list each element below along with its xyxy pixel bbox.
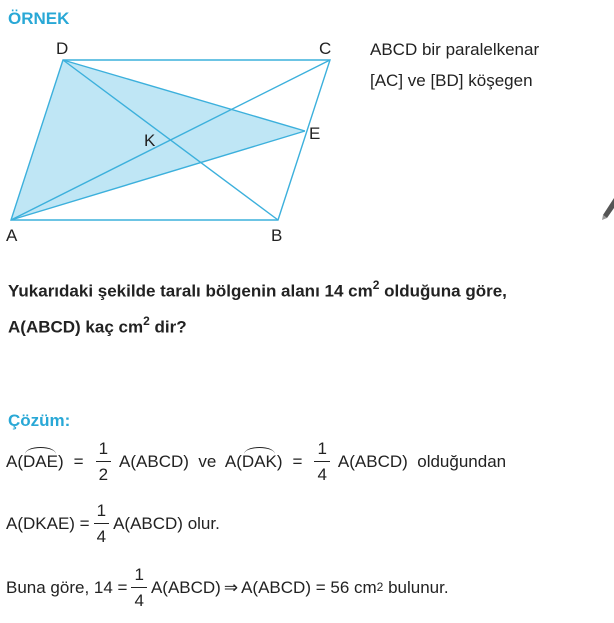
row1-d: A(ABCD) olduğundan xyxy=(337,451,507,471)
fraction-one-half xyxy=(96,440,111,483)
arc-dae: DAE xyxy=(23,451,58,471)
solution-row-3 xyxy=(6,566,449,609)
fraction-numerator: 1 xyxy=(98,439,109,458)
label-d: D xyxy=(56,39,69,58)
row3-a: Buna göre, 14 = xyxy=(6,577,128,597)
example-heading: ÖRNEK xyxy=(8,9,70,28)
row1-a2: ) xyxy=(57,451,64,471)
row1-b: A(ABCD) ve A( xyxy=(119,451,242,471)
fraction-numerator: 1 xyxy=(317,439,327,458)
label-e: E xyxy=(309,124,321,143)
fraction-denominator: 4 xyxy=(94,523,109,545)
row3-exponent: 2 xyxy=(376,579,384,594)
implies-arrow: ⇒ xyxy=(223,577,239,597)
row2-a: A(DKAE) = xyxy=(6,513,90,533)
label-b: B xyxy=(271,226,283,245)
row3-c: A(ABCD) = 56 cm xyxy=(241,577,377,597)
solution-row-2 xyxy=(6,502,220,545)
description-line-2: [AC] ve [BD] köşegen xyxy=(370,71,533,90)
label-a: A xyxy=(6,226,18,245)
question-text-2b: dir? xyxy=(149,317,187,337)
question-line-1 xyxy=(8,279,507,302)
row2-b: A(ABCD) olur. xyxy=(113,513,220,533)
fraction-numerator: 1 xyxy=(96,501,107,520)
question-text-1b: olduğuna göre, xyxy=(379,281,507,301)
row1-a1: A( xyxy=(6,451,23,471)
row1-eq2: = xyxy=(292,451,303,471)
question-text-1a: Yukarıdaki şekilde taralı bölgenin alanı 14 cm xyxy=(8,281,373,301)
fraction-one-quarter xyxy=(94,502,109,545)
fraction-one-quarter xyxy=(314,440,329,483)
question-line-2 xyxy=(8,315,187,338)
question-text-2a: A(ABCD) kaç cm xyxy=(8,317,144,337)
arc-dak: DAK xyxy=(241,451,277,471)
fraction-denominator: 4 xyxy=(314,461,329,483)
label-c: C xyxy=(319,39,332,58)
parallelogram-figure xyxy=(0,36,360,248)
fraction-denominator: 2 xyxy=(96,461,111,483)
fraction-one-quarter xyxy=(131,566,146,609)
row3-b: A(ABCD) xyxy=(150,577,221,597)
row3-d: bulunur. xyxy=(383,577,449,597)
description-line-1: ABCD bir paralelkenar xyxy=(370,40,540,59)
fraction-denominator: 4 xyxy=(131,587,146,609)
row1-eq1: = xyxy=(73,451,84,471)
question-exponent-2: 2 xyxy=(143,314,150,328)
row1-c: ) xyxy=(276,451,283,471)
question-exponent-1: 2 xyxy=(372,278,380,292)
solution-title: Çözüm: xyxy=(8,411,71,430)
label-k: K xyxy=(144,131,156,150)
solution-row-1 xyxy=(6,440,506,483)
fraction-numerator: 1 xyxy=(134,565,144,584)
pencil-icon xyxy=(601,198,614,220)
